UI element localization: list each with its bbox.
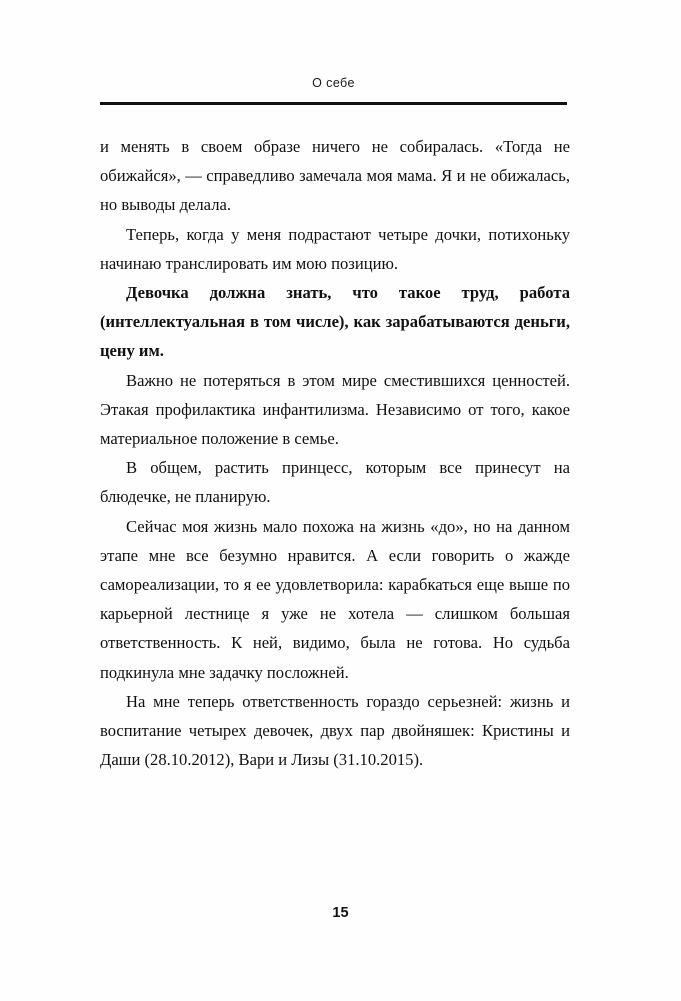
paragraph: На мне теперь ответственность гораздо серьезней: жизнь и воспитание четырех девочек, двух пар двойняшек: Кристины и Даши (28.10.2012), Вари и Лизы (31.10.2015). bbox=[100, 691, 570, 770]
page-number: 15 bbox=[332, 905, 349, 921]
paragraph: и менять в своем образе ничего не собиралась. «Тогда не обижайся», — справедливо замечала моя мама. Я и не обижалась, но выводы делала. bbox=[100, 137, 570, 215]
paragraph: Сейчас моя жизнь мало похожа на жизнь «до», но на данном этапе мне все безумно нравится. А если говорить о жажде самореализации, то я ее удовлетворила: карабкаться еще выше по карьерной лестнице я уже не хотела — слишком большая ответственность. К ней, видимо, была не готова. Но судьба подкинула мне задачку посложней. bbox=[100, 516, 570, 682]
paragraph: Теперь, когда у меня подрастают четыре дочки, потихоньку начинаю транслировать им мою позицию. bbox=[100, 224, 570, 273]
page-body bbox=[100, 132, 570, 774]
paragraph: Важно не потеряться в этом мире сместившихся ценностей. Этакая профилактика инфантилизма. Независимо от того, какое материальное положение в семье. bbox=[100, 370, 570, 449]
running-head: О себе bbox=[312, 76, 355, 90]
paragraph: В общем, растить принцесс, которым все принесут на блюдечке, не планирую. bbox=[100, 458, 570, 507]
paragraph-emphasis: Девочка должна знать, что такое труд, работа (интеллектуальная в том числе), как зарабатываются деньги, цену им. bbox=[100, 283, 570, 361]
header-divider bbox=[100, 102, 567, 105]
